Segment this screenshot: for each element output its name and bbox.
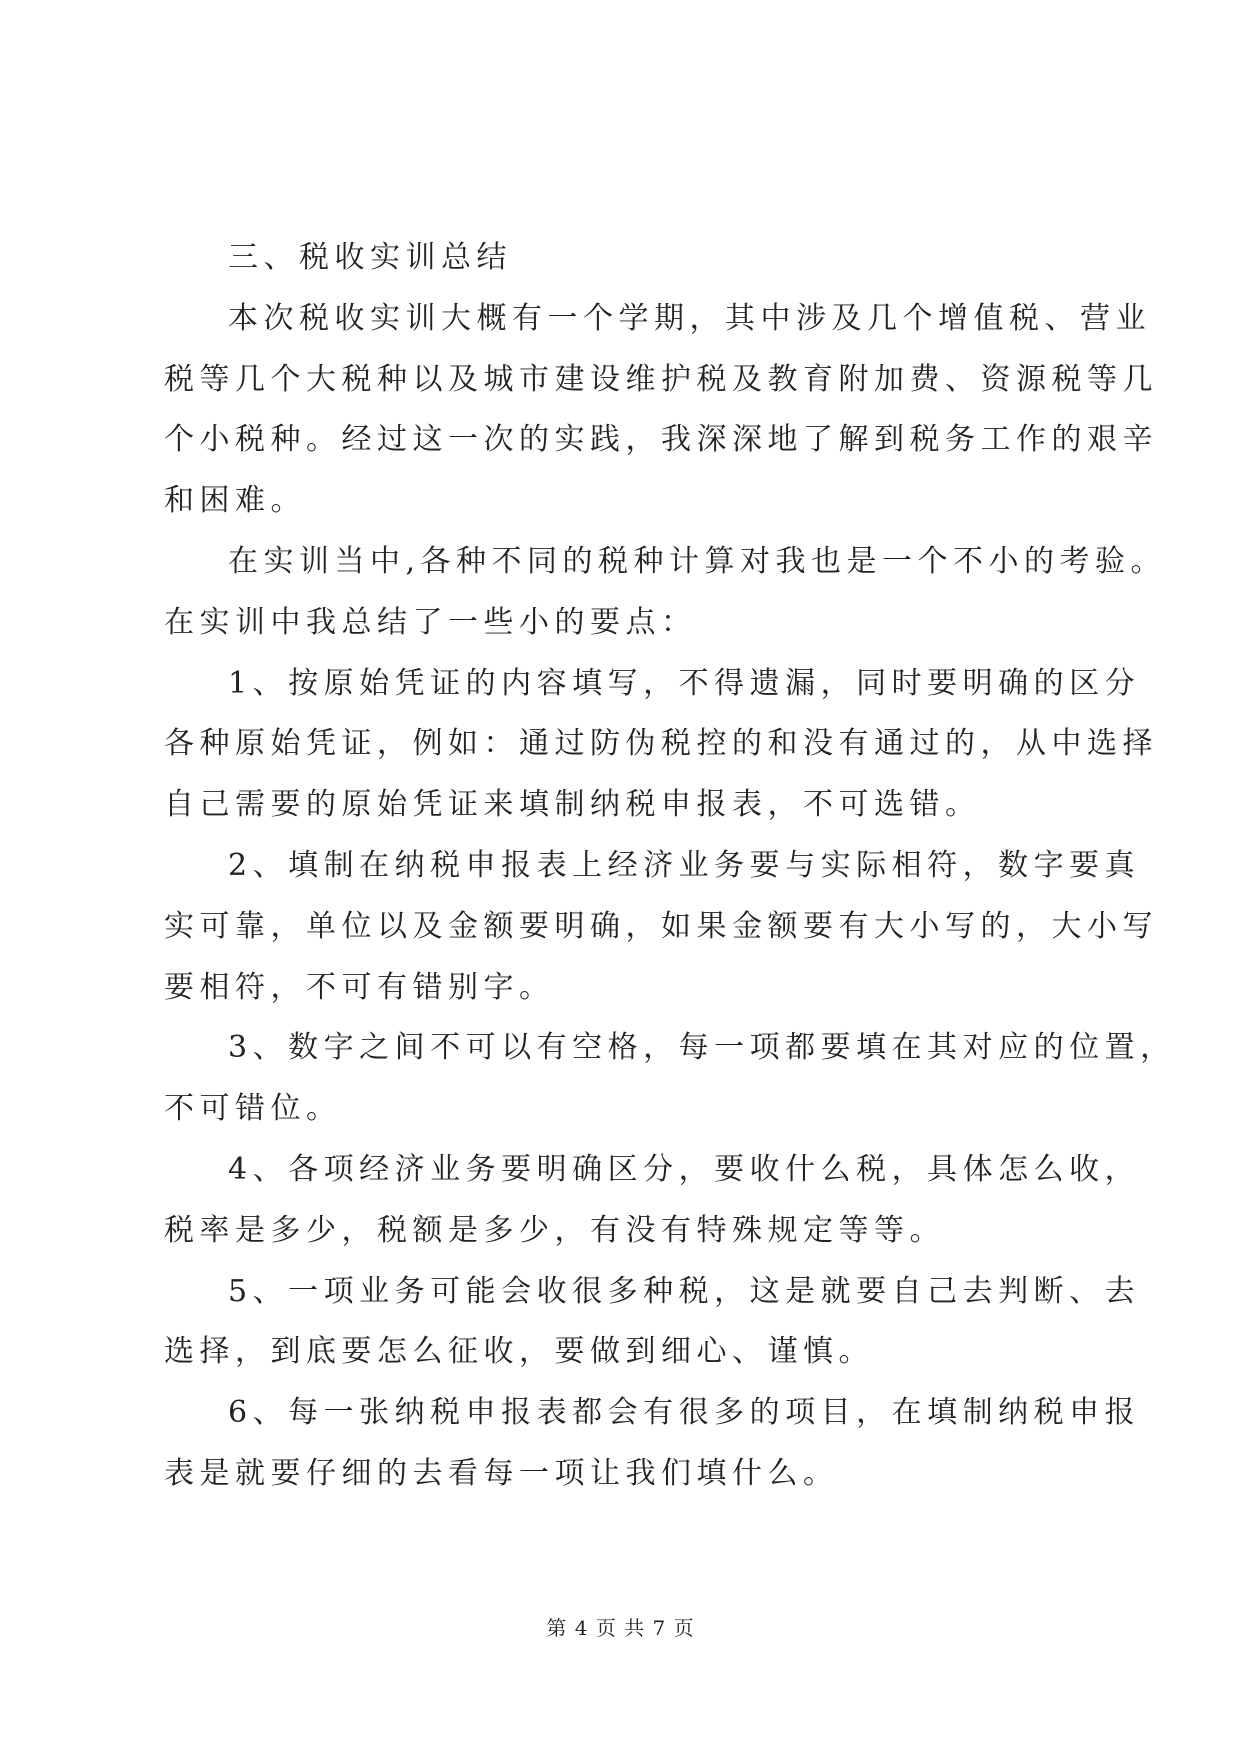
page-number-footer: 第 4 页 共 7 页 [546, 1616, 695, 1640]
list-item-line: 自己需要的原始凭证来填制纳税申报表，不可选错。 [164, 787, 981, 823]
list-item-line: 税率是多少，税额是多少，有没有特殊规定等等。 [164, 1212, 945, 1248]
list-item-line: 各种原始凭证，例如：通过防伪税控的和没有通过的，从中选择 [164, 726, 1158, 762]
list-item-line: 不可错位。 [164, 1091, 342, 1127]
document-body [164, 228, 1176, 1505]
paragraph-line: 在实训中我总结了一些小的要点： [164, 604, 697, 640]
section-heading: 三、税收实训总结 [228, 240, 512, 275]
list-item-line: 实可靠，单位以及金额要明确，如果金额要有大小写的，大小写 [164, 908, 1158, 944]
list-item-line: 3、数字之间不可以有空格，每一项都要填在其对应的位置， [228, 1030, 1176, 1066]
list-item-line: 6、每一张纳税申报表都会有很多的项目，在填制纳税申报 [228, 1395, 1141, 1431]
list-item-line: 选择，到底要怎么征收，要做到细心、谨慎。 [164, 1334, 874, 1370]
paragraph-line: 个小税种。经过这一次的实践，我深深地了解到税务工作的艰辛 [164, 422, 1158, 458]
list-item-line: 2、填制在纳税申报表上经济业务要与实际相符，数字要真 [228, 847, 1141, 883]
list-item-line: 表是就要仔细的去看每一项让我们填什么。 [164, 1455, 839, 1491]
list-item-line: 1、按原始凭证的内容填写，不得遗漏，同时要明确的区分 [228, 665, 1141, 701]
paragraph-line: 本次税收实训大概有一个学期，其中涉及几个增值税、营业 [228, 300, 1151, 336]
paragraph-line: 税等几个大税种以及城市建设维护税及教育附加费、资源税等几 [164, 361, 1158, 397]
list-item-line: 要相符，不可有错别字。 [164, 969, 555, 1005]
list-item-line: 4、各项经济业务要明确区分，要收什么税，具体怎么收， [228, 1151, 1141, 1187]
paragraph-line: 在实训当中,各种不同的税种计算对我也是一个不小的考验。 [228, 543, 1167, 579]
list-item-line: 5、一项业务可能会收很多种税，这是就要自己去判断、去 [228, 1273, 1141, 1309]
paragraph-line: 和困难。 [164, 483, 306, 519]
